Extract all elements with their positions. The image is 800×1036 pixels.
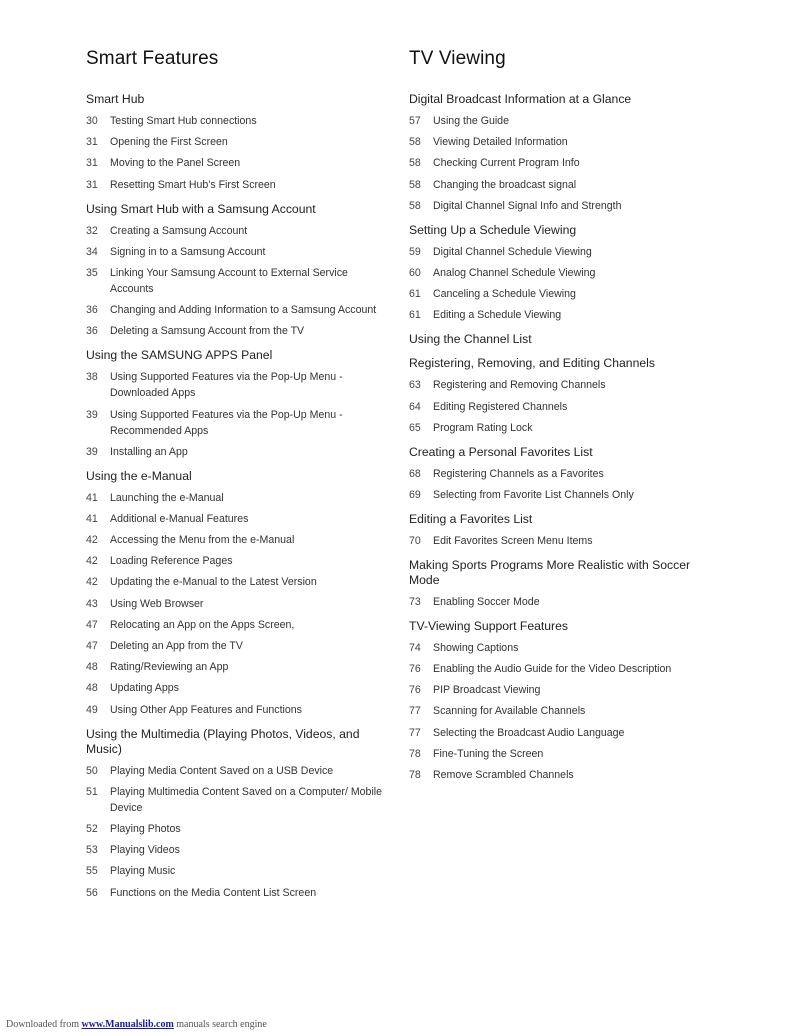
toc-entry[interactable] bbox=[86, 553, 386, 569]
section-heading[interactable]: Making Sports Programs More Realistic with Soccer Mode bbox=[409, 557, 691, 587]
entry-title: Testing Smart Hub connections bbox=[110, 115, 257, 127]
entry-title: Showing Captions bbox=[433, 641, 519, 654]
entry-title: Loading Reference Pages bbox=[110, 555, 233, 568]
entry-title: Signing in to a Samsung Account bbox=[110, 245, 266, 258]
entry-title: Rating/Reviewing an App bbox=[110, 661, 229, 674]
toc-entry[interactable] bbox=[409, 134, 709, 150]
chapter-title: TV Viewing bbox=[409, 48, 506, 69]
entry-title: Digital Channel Schedule Viewing bbox=[433, 245, 592, 258]
toc-entry[interactable] bbox=[86, 574, 386, 590]
toc-entry[interactable] bbox=[409, 725, 709, 741]
page-number: 64 bbox=[409, 400, 421, 413]
entry-title: Launching the e-Manual bbox=[110, 491, 224, 504]
entry-title: Registering and Removing Channels bbox=[433, 379, 606, 392]
entry-title: Linking Your Samsung Account to External Service Accounts bbox=[110, 266, 348, 295]
entry-title: Changing the broadcast signal bbox=[433, 178, 577, 191]
toc-entry[interactable] bbox=[409, 661, 709, 677]
entry-title: Editing a Schedule Viewing bbox=[433, 309, 562, 322]
toc-entry[interactable] bbox=[409, 307, 709, 323]
toc-entry[interactable] bbox=[409, 155, 709, 171]
page-number: 58 bbox=[409, 136, 421, 149]
entry-title: Registering Channels as a Favorites bbox=[433, 467, 604, 480]
page-number: 32 bbox=[86, 224, 98, 237]
entry-title: Moving to the Panel Screen bbox=[110, 157, 241, 170]
manualslib-link[interactable]: www.Manualslib.com bbox=[81, 1019, 174, 1030]
entry-title: Accessing the Menu from the e-Manual bbox=[110, 534, 295, 547]
toc-entry[interactable] bbox=[86, 863, 386, 879]
entry-title: Playing Photos bbox=[110, 822, 181, 835]
entry-title: Analog Channel Schedule Viewing bbox=[433, 266, 596, 279]
toc-entry[interactable] bbox=[409, 487, 709, 503]
page-number: 73 bbox=[409, 595, 421, 608]
page-number: 42 bbox=[86, 576, 98, 589]
page-number: 31 bbox=[86, 178, 98, 191]
entry-title: Using Supported Features via the Pop-Up Menu - Recommended Apps bbox=[110, 408, 343, 437]
entry-title: Updating Apps bbox=[110, 682, 179, 695]
page-number: 55 bbox=[86, 865, 98, 878]
page-number: 77 bbox=[409, 705, 421, 718]
page-number: 41 bbox=[86, 512, 98, 525]
left-column bbox=[86, 48, 386, 910]
toc-entry[interactable] bbox=[86, 302, 386, 318]
footer-prefix: Downloaded from bbox=[6, 1019, 82, 1030]
page-number: 58 bbox=[409, 199, 421, 212]
toc-entry[interactable] bbox=[86, 407, 386, 439]
page-number: 58 bbox=[409, 178, 421, 191]
entry-title: Fine-Tuning the Screen bbox=[433, 747, 544, 760]
toc-section bbox=[86, 202, 386, 340]
toc-entry[interactable] bbox=[409, 113, 709, 129]
page-number: 70 bbox=[409, 534, 421, 547]
entry-title: Functions on the Media Content List Screen bbox=[110, 886, 317, 899]
toc-entry[interactable] bbox=[86, 821, 386, 837]
section-heading[interactable]: Smart Hub bbox=[86, 92, 145, 106]
toc-section bbox=[409, 332, 709, 347]
toc-entry[interactable] bbox=[86, 444, 386, 460]
toc-entry[interactable] bbox=[409, 746, 709, 762]
toc-entry[interactable] bbox=[86, 702, 386, 718]
section-heading[interactable]: Creating a Personal Favorites List bbox=[409, 444, 593, 459]
toc-entry[interactable] bbox=[86, 842, 386, 858]
toc-entry[interactable] bbox=[86, 680, 386, 696]
entry-title: Digital Channel Signal Info and Strength bbox=[433, 199, 622, 212]
toc-entry[interactable] bbox=[409, 198, 709, 214]
toc-entry[interactable] bbox=[409, 466, 709, 482]
page-number: 53 bbox=[86, 844, 98, 857]
toc-entry[interactable] bbox=[86, 323, 386, 339]
entry-title: Installing an App bbox=[110, 445, 188, 458]
footer-suffix: manuals search engine bbox=[173, 1019, 267, 1030]
page-number: 48 bbox=[86, 661, 98, 674]
toc-entry[interactable] bbox=[86, 784, 386, 816]
section-heading[interactable]: Using the Channel List bbox=[409, 332, 532, 347]
page-number: 52 bbox=[86, 822, 98, 835]
page-number: 39 bbox=[86, 445, 98, 458]
entry-title: Remove Scrambled Channels bbox=[433, 769, 574, 781]
toc-entry[interactable] bbox=[86, 369, 386, 401]
entry-title: Using the Guide bbox=[433, 115, 509, 127]
toc-entry[interactable] bbox=[409, 420, 709, 436]
page-number: 43 bbox=[86, 597, 98, 610]
toc-entry[interactable] bbox=[409, 177, 709, 193]
toc-groups bbox=[409, 92, 709, 783]
entry-title: Editing Registered Channels bbox=[433, 400, 568, 413]
toc-entry[interactable] bbox=[86, 617, 386, 633]
toc-entry[interactable] bbox=[86, 596, 386, 612]
page-number: 42 bbox=[86, 534, 98, 547]
toc-section bbox=[409, 512, 709, 549]
chapter-title: Smart Features bbox=[86, 48, 219, 69]
toc-entry[interactable] bbox=[86, 244, 386, 260]
entry-title: PIP Broadcast Viewing bbox=[433, 684, 541, 697]
entry-title: Viewing Detailed Information bbox=[433, 136, 568, 149]
page-number: 68 bbox=[409, 467, 421, 480]
entry-title: Updating the e-Manual to the Latest Version bbox=[110, 576, 317, 589]
entry-title: Using Other App Features and Functions bbox=[110, 703, 302, 716]
download-footer bbox=[6, 1019, 267, 1030]
entry-title: Using Supported Features via the Pop-Up Menu - Downloaded Apps bbox=[110, 371, 343, 400]
page-number: 63 bbox=[409, 379, 421, 392]
toc-section bbox=[86, 348, 386, 459]
page-number: 34 bbox=[86, 245, 98, 258]
page-number: 76 bbox=[409, 684, 421, 697]
toc-entry[interactable] bbox=[86, 134, 386, 150]
entry-title: Additional e-Manual Features bbox=[110, 512, 249, 525]
page-number: 35 bbox=[86, 266, 98, 279]
toc-entry[interactable] bbox=[86, 223, 386, 239]
entry-title: Scanning for Available Channels bbox=[433, 705, 586, 718]
right-column bbox=[409, 48, 709, 792]
toc-entry[interactable] bbox=[86, 113, 386, 129]
entry-title: Enabling Soccer Mode bbox=[433, 595, 540, 608]
toc-entry[interactable] bbox=[86, 155, 386, 171]
page-number: 36 bbox=[86, 325, 98, 338]
toc-entry[interactable] bbox=[409, 265, 709, 281]
toc-entry[interactable] bbox=[86, 177, 386, 193]
page-number: 41 bbox=[86, 491, 98, 504]
page-number: 57 bbox=[409, 115, 421, 127]
entry-title: Playing Videos bbox=[110, 844, 180, 857]
toc-section bbox=[409, 356, 709, 435]
page-number: 58 bbox=[409, 157, 421, 170]
toc-entry[interactable] bbox=[409, 682, 709, 698]
entry-title: Playing Music bbox=[110, 865, 176, 878]
entry-title: Playing Multimedia Content Saved on a Computer/ Mobile Device bbox=[110, 785, 383, 814]
entry-title: Changing and Adding Information to a Samsung Account bbox=[110, 304, 377, 317]
toc-entry[interactable] bbox=[86, 265, 386, 297]
page-number: 31 bbox=[86, 136, 98, 149]
entry-title: Selecting the Broadcast Audio Language bbox=[433, 726, 625, 739]
page-number: 65 bbox=[409, 421, 421, 434]
page-number: 61 bbox=[409, 309, 421, 322]
toc-entry[interactable] bbox=[86, 511, 386, 527]
toc-section bbox=[409, 92, 709, 214]
page-number: 77 bbox=[409, 726, 421, 739]
section-heading[interactable]: Registering, Removing, and Editing Channels bbox=[409, 356, 655, 371]
toc-entry[interactable] bbox=[409, 533, 709, 549]
page-number: 60 bbox=[409, 266, 421, 279]
page-number: 76 bbox=[409, 663, 421, 676]
page-number: 47 bbox=[86, 618, 98, 631]
entry-title: Checking Current Program Info bbox=[433, 157, 580, 170]
toc-section bbox=[409, 223, 709, 324]
entry-title: Using Web Browser bbox=[110, 597, 204, 610]
toc-entry[interactable] bbox=[86, 885, 386, 901]
page-number: 36 bbox=[86, 304, 98, 317]
entry-title: Edit Favorites Screen Menu Items bbox=[433, 534, 593, 547]
page-number: 30 bbox=[86, 115, 98, 127]
toc-section bbox=[409, 619, 709, 783]
section-heading[interactable]: Digital Broadcast Information at a Glance bbox=[409, 92, 632, 106]
entry-title: Relocating an App on the Apps Screen, bbox=[110, 618, 295, 631]
page-number: 59 bbox=[409, 245, 421, 258]
page-number: 61 bbox=[409, 288, 421, 301]
toc-entry[interactable] bbox=[86, 638, 386, 654]
page-number: 50 bbox=[86, 764, 98, 777]
section-heading[interactable]: Setting Up a Schedule Viewing bbox=[409, 222, 577, 237]
page-number: 56 bbox=[86, 886, 98, 899]
entry-title: Opening the First Screen bbox=[110, 136, 228, 149]
toc-section bbox=[409, 445, 709, 503]
entry-title: Program Rating Lock bbox=[433, 421, 533, 434]
toc-section bbox=[86, 469, 386, 718]
toc-entry[interactable] bbox=[86, 532, 386, 548]
toc-entry[interactable] bbox=[409, 377, 709, 393]
entry-title: Resetting Smart Hub's First Screen bbox=[110, 178, 276, 191]
entry-title: Selecting from Favorite List Channels Only bbox=[433, 488, 634, 501]
toc-entry[interactable] bbox=[409, 594, 709, 610]
page-number: 38 bbox=[86, 371, 98, 384]
page-number: 51 bbox=[86, 785, 98, 798]
section-heading[interactable]: TV-Viewing Support Features bbox=[409, 618, 568, 633]
page-number: 39 bbox=[86, 408, 98, 421]
section-heading[interactable]: Using the e-Manual bbox=[86, 468, 192, 483]
entry-title: Creating a Samsung Account bbox=[110, 224, 248, 237]
page-number: 31 bbox=[86, 157, 98, 170]
toc-entry[interactable] bbox=[86, 659, 386, 675]
toc-section bbox=[409, 558, 709, 610]
section-heading[interactable]: Using the Multimedia (Playing Photos, Videos, and Music) bbox=[86, 726, 360, 756]
page-number: 48 bbox=[86, 682, 98, 695]
page-number: 69 bbox=[409, 488, 421, 501]
page-number: 78 bbox=[409, 769, 421, 781]
section-heading[interactable]: Editing a Favorites List bbox=[409, 511, 533, 526]
entry-title: Deleting an App from the TV bbox=[110, 640, 243, 652]
entry-title: Playing Media Content Saved on a USB Device bbox=[110, 764, 334, 777]
toc-entry[interactable] bbox=[409, 640, 709, 656]
toc-entry[interactable] bbox=[409, 244, 709, 260]
page-number: 74 bbox=[409, 641, 421, 654]
toc-entry[interactable] bbox=[409, 703, 709, 719]
toc-entry[interactable] bbox=[86, 763, 386, 779]
toc-entry[interactable] bbox=[409, 399, 709, 415]
toc-entry[interactable] bbox=[86, 490, 386, 506]
page-number: 78 bbox=[409, 747, 421, 760]
toc-section bbox=[86, 92, 386, 193]
entry-title: Canceling a Schedule Viewing bbox=[433, 288, 576, 301]
entry-title: Deleting a Samsung Account from the TV bbox=[110, 325, 305, 338]
toc-entry[interactable] bbox=[409, 286, 709, 302]
toc-entry[interactable] bbox=[409, 767, 709, 783]
page-number: 42 bbox=[86, 555, 98, 568]
page-number: 47 bbox=[86, 640, 98, 652]
toc-groups bbox=[86, 92, 386, 901]
section-heading[interactable]: Using Smart Hub with a Samsung Account bbox=[86, 201, 316, 216]
section-heading[interactable]: Using the SAMSUNG APPS Panel bbox=[86, 348, 273, 363]
entry-title: Enabling the Audio Guide for the Video Description bbox=[433, 663, 672, 676]
page-number: 49 bbox=[86, 703, 98, 716]
toc-section bbox=[86, 727, 386, 901]
